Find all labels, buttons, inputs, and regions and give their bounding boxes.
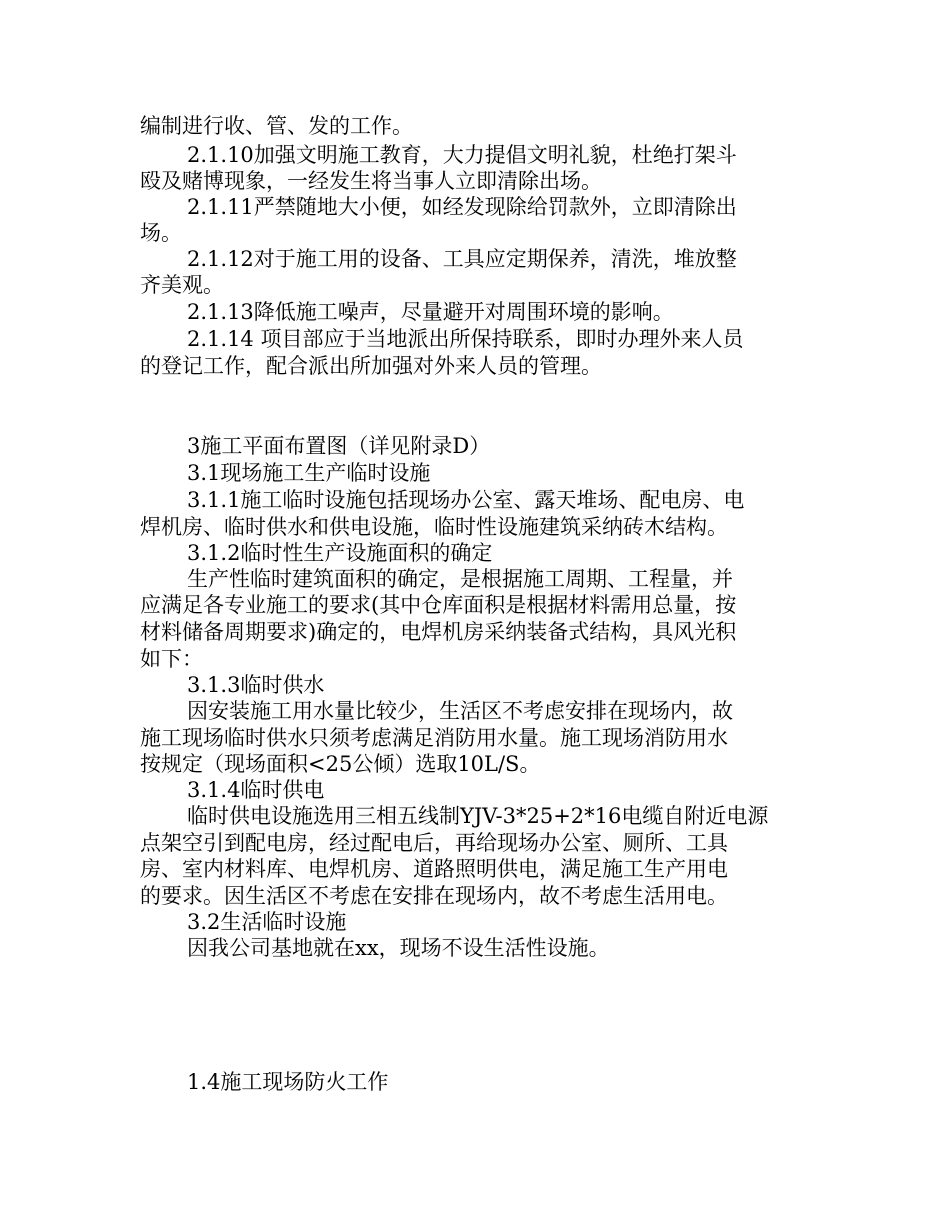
subsection-heading: 3.1.3临时供水 [187,673,325,697]
subsection-heading: 3.1.2临时性生产设施面积的确定 [187,541,493,565]
text-line: 编制进行收、管、发的工作。 [140,114,413,138]
text-line: 殴及赌博现象，一经发生将当事人立即清除出场。 [140,169,602,193]
text-line: 材料储备周期要求)确定的，电焊机房采纳装备式结构，具风光积 [140,620,737,644]
text-line: 因安装施工用水量比较少，生活区不考虑安排在现场内，故 [187,699,733,723]
text-line: 2.1.12对于施工用的设备、工具应定期保养，清洗，堆放整 [187,247,737,271]
text-line: 焊机房、临时供水和供电设施，临时性设施建筑采纳砖木结构。 [140,515,728,539]
text-line: 2.1.14 项目部应于当地派出所保持联系，即时办理外来人员 [187,327,744,351]
text-line: 点架空引到配电房，经过配电后，再给现场办公室、厕所、工具 [140,831,728,855]
text-line: 场。 [140,221,182,245]
text-line: 齐美观。 [140,273,224,297]
text-line: 2.1.13降低施工噪声，尽量避开对周围环境的影响。 [187,300,674,324]
text-line: 因我公司基地就在xx，现场不设生活性设施。 [187,936,610,960]
text-line: 的要求。因生活区不考虑在安排在现场内，故不考虑生活用电。 [140,884,728,908]
subsection-heading: 3.2生活临时设施 [187,910,347,934]
text-line: 2.1.10加强文明施工教育，大力提倡文明礼貌，杜绝打架斗 [187,143,737,167]
text-line: 生产性临时建筑面积的确定，是根据施工周期、工程量，并 [187,567,733,591]
text-line: 如下： [140,647,203,671]
section-heading: 1.4施工现场防火工作 [187,1070,389,1094]
text-line: 应满足各专业施工的要求(其中仓库面积是根据材料需用总量，按 [140,593,737,617]
section-heading: 3施工平面布置图（详见附录D） [187,434,491,458]
text-line: 的登记工作，配合派出所加强对外来人员的管理。 [140,354,602,378]
text-line: 按规定（现场面积<25公倾）选取10L/S。 [140,752,541,776]
text-line: 2.1.11严禁随地大小便，如经发现除给罚款外，立即清除出 [187,195,737,219]
text-line: 3.1.1施工临时设施包括现场办公室、露天堆场、配电房、电 [187,488,745,512]
subsection-heading: 3.1.4临时供电 [187,778,325,802]
subsection-heading: 3.1现场施工生产临时设施 [187,461,431,485]
text-line: 房、室内材料库、电焊机房、道路照明供电，满足施工生产用电 [140,857,728,881]
text-line: 临时供电设施选用三相五线制YJV-3*25+2*16电缆自附近电源 [187,804,769,828]
text-line: 施工现场临时供水只须考虑满足消防用水量。施工现场消防用水 [140,726,728,750]
